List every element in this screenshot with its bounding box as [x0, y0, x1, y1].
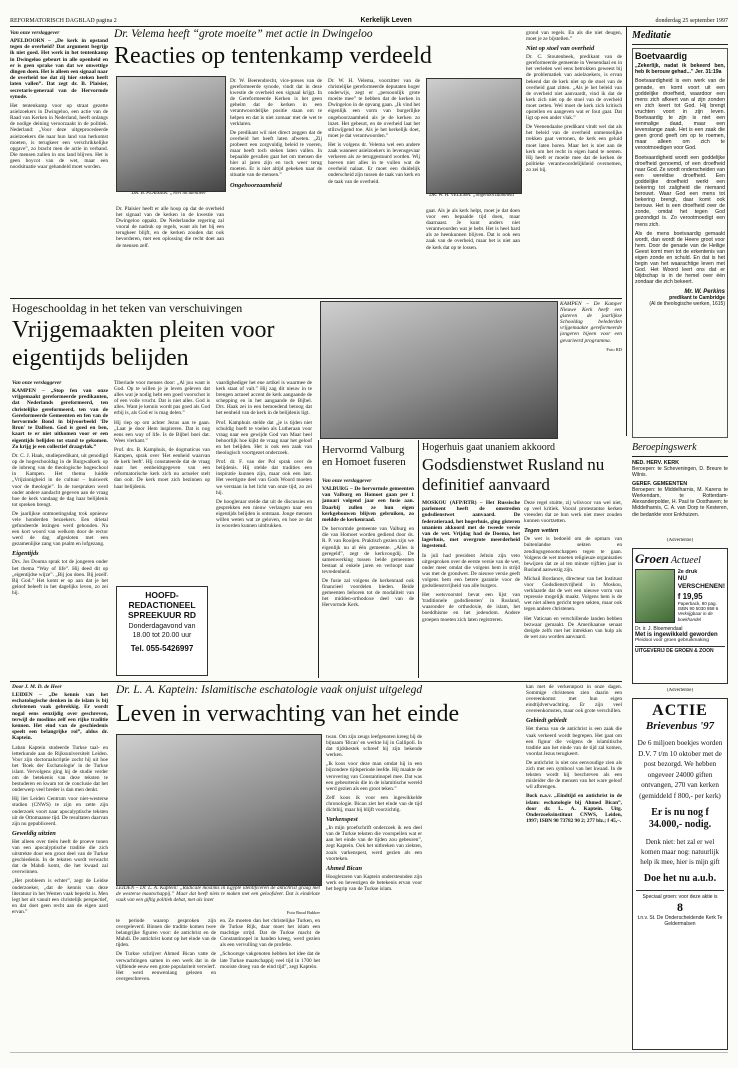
- article5-body2: Hij liet Leiden Centrum voor niet-westerse studien (CNWS) te zijn en zette zijn onderzoek voort naar apocalyptische teksten uit de Ottomaanse tijd. De resultaten daarvan zijn nu gepubliceerd.: [12, 796, 108, 827]
- ad-label-2: (Advertentie): [667, 688, 693, 693]
- header-section: Kerkelijk Leven: [360, 17, 412, 24]
- article5-kicker-top: Dr. L. A. Kaptein: Islamitische eschatologie vaak onjuist uitgelegd: [116, 684, 423, 696]
- ad-groen-actueel: [632, 548, 728, 684]
- article4-kicker-top: Hogerhuis gaat unaniem akkoord: [422, 442, 556, 453]
- ad-actie-brievenbus: [632, 698, 728, 1050]
- article1-subhead1: Ongehoorzaamheid: [230, 181, 282, 189]
- photo-plaisier: [116, 76, 226, 192]
- article5-body1: Laban Kaptein studeerde Turkse taal- en letterkunde aan de Rijksuniversiteit Leiden. Voor zijn doctoraalscriptie zocht hij uit hoe het 'Boek der Eschatologie' in de Turkse islam. Vervolgens ging hij de studie verder om de betekenis van deze teksten te bestuderen en kwam tot de conclusie dat het onderwerp veel breder is dan men denkt.: [12, 744, 108, 794]
- article2-lead: KAMPEN – „Stop fen van onze vrijgemaakt gereformeerde predikanten, dat Nederlands gereformeerd, ten christelijke gereformeerd, ten van de Gereformeerde Gemeenten en fen van de hervormde Bond in bijvoorbeeld 'De Bron' te Dalfsen. God is goed en ben, kaart te er niet uitkomen voor er een eigentijds belijden tot stand te gekomen. Zo krijg je een collectief draagvlak.”: [12, 388, 108, 450]
- photo-kampen-caption-col: [560, 301, 622, 437]
- beroep-entry0-head: NED. HERV. KERK: [632, 460, 680, 466]
- article1-body3: Dr. W. Beerendrecht, vice-preses van de gereformeerde synode, vindt dat in deze kwestie de overheid een signaal krijgt. In de Gereformeerde Kerken is het geen geheim dat de kerken in een verantwoordelijke positie staan om te helpen en dat is niet zomaar met de wet te verklaren.: [230, 78, 322, 127]
- meditatie-author: Mr. W. Perkins: [684, 288, 725, 295]
- article5-kicker: Door J. M. D. de Heer: [12, 684, 62, 690]
- article5-body11: Zelf koos ik voor een ingewikkelde chronologie. Bican ziet het einde van de tijd dichtbij, maar hij blijft voorzichtig.: [326, 794, 422, 814]
- article5-body3: Het alleen over tieën heeft de proeve tonen van een apocalyptische traditie die zich uitstrekte door een groot deel van de Turkse geschiedenis. In de teksten wordt verwacht dat de Mahdi komt, die het kwaad zal overwinnen.: [12, 838, 108, 876]
- article2-subhead1: Eigentijds: [12, 550, 39, 558]
- article2-headline: Vrijgemaakten pleiten voor eigentijds belijden: [12, 317, 275, 371]
- article2-body3: Drs. Jos Douma sprak tot de jongeren onder het thema “Way of life”. Hij deed dit op „eigentijdse wijze”. „Bij jou doen. Bij jezelf. Bij God.” Het komt er op aan dat je het geloof beleeft in het dagelijks leven, zo zei hij.: [12, 559, 108, 596]
- ad1-title: Groen: [635, 551, 669, 566]
- ad1-subtitle: Actueel: [670, 555, 701, 566]
- article2-body1: Dr. C. J. Haak, studiepredikant, uit genodigd op de hogeschooldag in de Burgwalkerk op de inbreng van de theologische hogeschool in Kampen. Het thema luidde „Vrijzinnigheid in de cultuur – huiswerk voor de theologie”. In de toespraken werd onder andere aandacht gegeven aan de vraag hoe de kerk vandaag de dag haar belijdenis tot spreken brengt.: [12, 453, 108, 508]
- photo-velema-caption: DR. W. H. VELEMA: „ongehoorzaamheid”: [429, 193, 517, 198]
- article2-body4: Tiberiade voor menses door: „Al jou want is God. Op te willen je je leven geleven dat alles wat je nodig hebt een goed voorschot is of een volle vrucht. Dat is niet alles. God is alles. Want je kennis wordt pas goed als God erbij is, als God er is mag delen.”: [114, 380, 210, 417]
- article4-headline: Godsdienstwet Rusland nu definitief aanvaard: [422, 455, 605, 494]
- article5-body9: twan. Om zijn zeugs leefgenoten kreeg hij de bijnaam 'Bican' en werkte hij in Gallipoli. In dat tijdsbestek schreef hij zijn bekende werken.: [326, 734, 422, 759]
- ad1-sub: Pleidooi voor groen gebruikmaking: [635, 638, 709, 643]
- meditatie-author-source: (Al de theologische werken, 1615): [649, 300, 725, 307]
- article5-subhead2: Varkenspest: [326, 816, 358, 824]
- article4-body4: De wet is bedoeld om de opmars van buitenlandse sekten en zendingsgenootschappen tegen te gaan. Volgens de wet moeten religieuze organisaties bewijzen dat ze al ten minste vijftien jaar in Rusland aanwezig zijn.: [524, 536, 622, 573]
- article1-body4: De predikant wil niet direct zeggen dat de overheid het heeft laten afweten. „Zij probeert een zorgvuldig beleid te voeren, maar heeft toch steken laten vallen. In bepaalde gevallen gaat het om mensen die hier al jaren zijn en toch weer terug moeten. Er is niet altijd gekeken naar de situatie van de mensen.”: [230, 129, 322, 179]
- article5-body13: Hoogleraren van Kaptein ondersteunden zijn werk en bevestigen de betekenis ervan voor het begrip van de Turkse islam.: [326, 873, 422, 892]
- ad1-book-cover: [635, 569, 675, 623]
- page-bottom-rule: [10, 1052, 728, 1053]
- article1-body7: gaat. Als je als kerk helpt, moet je dat doen voor een bepaalde tijd doen, maar daarnaast. Je kunt anders niet verantwoorden wat je hebt. Het is heel hard als ze heenkunnen blijven. Dat is ook een zaak van de overheid, maar het is niet aan de kerk dat op te lossen.: [426, 208, 520, 251]
- meditatie-box: [632, 48, 728, 438]
- article5-body16: De antichrist is niet ons eenvoudige zien als zich met een symbool van het kwaad. In de teksten wordt hij beschreven als een misleider die de mensen van het ware geloof wil afbrengen.: [526, 759, 622, 791]
- ad2-line4: Doe het nu a.u.b.: [643, 873, 717, 884]
- meditatie-author-note: predikant te Cambridge: [669, 294, 725, 301]
- meditatie-body3: Als de mens boetvaardig gemaakt wordt, dan wordt de Heere groot voor hem. Door de genade van de Heilige Geest komt men tot de erkentenis van eigen zonde en schuld. En dat is het begin van het waarachtige leven met God. Het Woord leert ons dat er blijdschap is in de hemel over één zondaar die zich bekeert.: [635, 230, 725, 286]
- ad1-tagline: Met is ingewikkeld geworden: [635, 632, 718, 638]
- ad2-gift-sub: t.n.v. St. De Onderscheidende Kerk Te Geldermalsen: [637, 915, 723, 927]
- article5-body8: „Schoorsge vakgenoten hebben het idee dat de late Turkse maatschappij veel tijd in 1700 het mooiste droeg van de eind tijd”, zegt Kaptein.: [220, 951, 320, 970]
- article2-kicker: Van onze verslaggever: [12, 380, 62, 386]
- article4-lead: MOSKOU (AFP/RTR) – Het Russische parlement heeft de omstreden godsdienstwet aanvaard. De federatieraad, het hogerhuis, ging gisteren unaniem akkoord met de tweede versie van de wet. Vrijdag had de Doema, het lagerhuis, met overgrote meerderheid ingestemd.: [422, 500, 520, 550]
- article1-kicker-top: Dr. Velema heeft “grote moeite” met actie in Dwingeloo: [114, 28, 373, 40]
- article4-col2: [524, 500, 622, 678]
- beroep-entry0-text: Beroepen: te Scheveningen, D. Breure te Wilnis.: [632, 466, 728, 479]
- article5-col5: [526, 684, 622, 1050]
- ad-label-1: (Advertentie): [667, 538, 693, 543]
- article4-body1: In juli had president Jeltsin zijn veto uitgesproken over de eerste versie van de wet, onder meer omdat die volgens hem in strijd was met de grondwet. De nieuwe versie geeft volgens hem een betere garantie voor de godsdienstvrijheid van alle burgers.: [422, 552, 520, 590]
- article1-body9: Dr. C. Stoutenbeek, predikant van de gereformeerde gemeente in Veenendaal en in het verleden wel eens betrokken geweest bij de problematiek van asielzoekers, is ervan bekend dat de kerk niet op de stoel van de overheid gaat zitten. „Als je het beleid van de overheid niet aanvaardt, vind ik dat de kerk zich niet op de stoel van de overheid moet zetten. Wel moet de kerk zich kritisch opstellen en aangeven wat er fout gaat. Dat ligt op een ander vlak.”: [526, 54, 622, 122]
- redactie-tel: Tel. 055-5426997: [130, 644, 194, 653]
- article5-body14: kan met de verkennpost in onze dagen. Sommige christenen zien daarin een overeenkomst met hun eigen eindtijdverwachting. Er zijn veel overeenkomsten, maar ook grote verschillen.: [526, 684, 622, 715]
- redactie-sub: Donderdagavond van 18.00 tot 20.00 uur: [128, 623, 196, 639]
- article5-subhead4: Gebiedt gebiedt: [526, 717, 567, 725]
- article5-lead: LEIDEN – „De kennis van het eschatologische denken in de islam is bij christenen vaak gebrekkig. Er wordt nogal eens eenzijdig over geschreven, terwijl de moslims zelf een rijke traditie kennen. Het eind van de geschiedenis speelt een belangrijke rol”, aldus dr. Kaptein.: [12, 692, 108, 742]
- article5-body4: „Het probleem is echter”, zegt de Leidse onderzoeker, „dat de kennis van deze literatuur in het Westen vaak beperkt is. Men legt het uit vanuit een christelijk perspectief, en dat doet geen recht aan de eigen aard ervan.”: [12, 878, 108, 915]
- article5-body6: De Turkse schrijver Ahmed Bican vatte de verwachtingen samen in een werk dat in de vijftiende eeuw een grote populariteit verwierf. Het werd eeuwenlang gelezen en overgeschreven.: [116, 951, 216, 982]
- article1-body6: Het is volgens dr. Velema wel een andere zaak wanneer asielzoekers in levensgevaar verkeren als ze teruggestuurd worden. Wij hoeven niet alles in te vullen wat de overheid nalaat. Er moet een duidelijk onderscheid zijn tussen de taak van kerk en de taak van de overheid.: [328, 141, 420, 185]
- article1-kicker: Van onze verslaggever: [10, 30, 60, 36]
- ad2-gift: Speciaal groen: voor deze aktie is: [642, 894, 718, 900]
- meditatie-tab: Meditatie: [632, 30, 728, 45]
- photo-kaptein-caption: LEIDEN – Dr. L. A. Kaptein: „Radicale moslims in Egypte identificeren de antichrist graag met de westerse maatschappij.” Maar dat heeft niets te maken met een geloofsleer. Dat is eindeloze vaak van een giftig politiek debat, met als inzet: [116, 886, 320, 903]
- ad1-format: Paperback, 80 pag. ISBN 90 5030 858 6: [677, 601, 719, 612]
- article3-col: [322, 478, 414, 678]
- beroepingswerk-tab: Beroepingswerk: [632, 442, 728, 457]
- article2-body5: Hij riep op om achter Jezus aan te gaan. „Laat je door Hem inspireren. Dat is nog eens een way of life. Is de Bijbel boei dat. Wees vierkant.”: [114, 419, 210, 444]
- article5-body15: Het thema van de antichrist is een zaak die vaak verkeerd wordt begrepen. Het gaat om een figuur die volgens de islamitische traditie aan het einde van de tijd zal komen, voordat Jezus terugkeert.: [526, 726, 622, 757]
- article2-body10: De hoogleraar stelde dat uit de discussies en gesprekken een nieuw verlangen naar een eigentijds belijden is ontstaan. Jonge mensen willen weten wat ze geloven, en hoe ze dat in woorden kunnen uitdrukken.: [216, 498, 312, 530]
- article4-body2: Het wetsvoorstel bevat een lijst van 'traditionele godsdiensten' in Rusland, waaronder de orthodoxie, de islam, het boeddhisme en het jodendom. Andere groepen moeten zich laten registreren.: [422, 592, 520, 623]
- divider-1: [10, 298, 622, 299]
- photo-kaptein-caption-wrap: [116, 886, 320, 910]
- beroep-entry1-text: Beroepen: te Middelharnis, M. Karens te Werkendam, te Rotterdam-Alexanderpolder, H. Paul te Oosthaven; te Middelharnis, C. A. van Dorp te Kesteren, die bedankte voor Enkhuizen.: [632, 487, 728, 518]
- photo-plaisier-caption: DR. B. PLAISIER: „Niet incidentieel”: [131, 191, 209, 196]
- article1-body2: Dr. Plaisier heeft er alle hoop op dat de overheid het signaal van de kerken in de kwestie van Dwingeloo oppakt. De Nederlandse regering zal vooral de nadruk op regels, want als het bij een terugkeer blijft, en de kerken zouden dat ook bevorderen, met een oplossing die recht doet aan de mensen zelf.: [116, 206, 224, 249]
- article3-lead: VALBURG – De hervormde gemeenten van Valburg en Homoet gaan per 1 januari volgend jaar een fusie aan. Daarbij zullen ze hun eigen kerkgebouwen blijven gebruiken, zo meldde de kerkenraad.: [322, 486, 414, 524]
- article1-col6: [526, 30, 622, 296]
- article1-subhead2: Niet op stoel van overheid: [526, 45, 595, 53]
- article5-body10: „Ik koos voor deze man omdat hij in een bijzondere tijdsperiode leefde. Hij maakte de verovering van Constantinopel mee. Dat was een gebeurtenis die in de islamitische wereld werd gezien als een groot teken.”: [326, 761, 422, 792]
- article3-body2: De fusie zal volgens de kerkenraad ook financieel voordelen bieden. Beide gemeenten behoren tot de modaliteit van het midden-orthodoxe deel van de Hervormde Kerk.: [322, 577, 414, 609]
- article2-body8: Prof. Kamphuis stelde dat „je is tijden niet schuldig hoeft te voelen als Lutheraan voor vraag naar een gewijde God van Maar heel behoorlijk hoe kijkt de vraag naar het geloof en het belijden. Het is ook een zaak van theologisch voortgezet onderzoek.: [216, 419, 312, 457]
- meditatie-body2: Boetvaardigheid wordt een goddelijke droefheid genoemd, of een droefheid naar God. Ze wordt onderscheiden van een wereldse droefheid. Een goddelijke droefheid werkt een bekering tot zaligheid die niemand berouwt. Waar God een mens tot bekering brengt, daar komt ook berouw. Het is een droefheid over de zonde, omdat het tegen God gezondigd is. Zo verootmoedigt een mens zich.: [635, 154, 725, 228]
- article5-body12: „In mijn proefschrift onderzoek ik een deel van de Turkse teksten die voorspellen wat er aan het einde van de tijden zou gebeuren”, zegt Kaptein. Ook het uitbreken van ziekten, zoals varkenspest, werd gezien als een voorteken.: [326, 825, 422, 862]
- article5-subhead3: Ahmed Bican: [326, 864, 363, 872]
- article3-headline: Hervormd Valburg en Homoet fuseren: [322, 444, 406, 468]
- article1-col5: [426, 208, 520, 296]
- article4-subhead1: Tegen wetten: [524, 527, 559, 535]
- meditatie-body1: Boetvaardigheid is een werk van de genade, en komt voort uit een goddelijke droefheid, waardoor een mens zich afkeert van al zijn zonden en zich keert tot God. Hij brengt vruchten voort in zijn leven. Boetvaardig te zijn is niet een eenmalige daad, maar een levenslange zaak. Het is een zaak die geen grond geeft om op te roemen, maar alleen om zich te verootmoedigen voor God.: [635, 78, 725, 152]
- article1-col4: [328, 78, 420, 296]
- article4-body5: Michail Bordanov, directeur van het Instituut voor Godsdienstvrijheid in Moskou, verklaarde dat de wet een nieuwe vorm van repressie mogelijk maakt. Volgens hem is de wet niet alleen gericht tegen sekten, maar ook tegen andere christenen.: [524, 575, 622, 613]
- ad2-line2: Er is nu nog f 34.000,- nodig.: [648, 807, 712, 830]
- article5-body7: en. Ze moeten dan het christelijke Turken, en de Turkse Rijk, daar moet het islam een machtige strijd. Dat de Turkse macht de Constantinopel in handen kreeg, werd gezien als een vervulling van de profetie.: [220, 918, 320, 949]
- article3-kicker: Van onze verslaggever: [322, 478, 372, 484]
- article2-body7: vaardighediger het ene artikel is waarmee de kerk staat of valt.” Hij zag dit nieuw in te brengen actueel accent de kerk aangaande de schepping en in het aangaande de Bijbel. Drs. Haak zei in een bemoedend betoog dat het eenheid van de kerk in de belijdenis ligt.: [216, 380, 312, 417]
- article2-kicker-top: Hogeschooldag in het teken van verschuivingen: [12, 301, 243, 315]
- sidebar-divider: [626, 26, 627, 436]
- ad1-price: f 19,95: [677, 592, 703, 601]
- meditatie-quote: „Zekerlijk, nadat ik bekeerd ben, heb ik berouw gehad...” Jer. 31:19a: [635, 63, 725, 76]
- article2-col3: [216, 380, 312, 678]
- photo-kampen: [320, 301, 558, 439]
- article1-col3: [230, 78, 322, 296]
- ad1-edition: 2e druk: [677, 569, 698, 575]
- ad2-subtitle: Brievenbus '97: [645, 720, 715, 732]
- ad2-gift-num: 8: [677, 900, 683, 914]
- ad2-line3: Denk niet: het zal er wel komen maar nog: natuurlijk help ik mee, hier is mijn gift: [640, 838, 720, 866]
- article4-body6: Het Vaticaan en verschillende landen hebben bezwaar gemaakt. De Amerikaanse senaat dreigde zelfs met het intrekken van hulp als de wet zou worden aanvaard.: [524, 615, 622, 640]
- beroep-entry1-head: GEREF. GEMEENTEN: [632, 481, 688, 488]
- article5-col2: [116, 918, 216, 1050]
- article1-lead: APELDOORN – „De kerk in opstand tegen de overheid? Dat argument begrijp ik niet goed. Het werk in het tentenkamp in Dwingeloo gebeurt in alle openheid en er is geen sprake van dat we onwettige dingen doen. Het is alleen een signaal naar de overheid toe dat zij hier steken heeft laten vallen”. Dat zegt dr. B. Plaisier, secretaris-generaal van de Hervormde synode.: [10, 38, 108, 100]
- photo-velema: [426, 78, 522, 194]
- page-header: [10, 6, 728, 27]
- ad2-title: ACTIE: [652, 702, 708, 719]
- article5-headline: Leven in verwachting van het einde: [116, 701, 460, 727]
- photo-kaptein-credit: Foto Ruud Bakker: [286, 910, 320, 915]
- article3-body1: De hervormde gemeente van Valburg en die van Homoet worden gediend door ds. R. P. van Rooijen. Praktisch gezien zijn we eigenlijk nu al één gemeente. „Alles is geregeld”, zegt de kerkvoogdij. De samenwerking tussen beide gemeenten bestaat al enkele jaren en verloopt naar tevredenheid.: [322, 526, 414, 575]
- article1-col1: [10, 30, 108, 296]
- photo-kaptein: [116, 734, 322, 886]
- ad2-line1: De 6 miljoen boekjes worden D.V. 7 t/m 10 oktober met de post bezorgd. We hebben ongeveer 24000 giften ontvangen, 270 van kerken (gemiddeld f 800,- per kerk): [637, 739, 723, 800]
- ad1-author: Dr. ir. J. Bloemendaal: [635, 626, 683, 632]
- ad1-status: NU VERSCHENEN!: [677, 575, 725, 590]
- divider-3: [418, 440, 419, 678]
- meditatie-title: Boetvaardig: [635, 51, 688, 61]
- article1-body10: De Veenendaalse predikant vindt wel dat als het beleid van de overheid onmenselijke trekken gaat vertonen, de kerk een geluid moet laten horen. Maar het is niet aan de kerk om het recht in eigen hand te nemen. Hij heeft er moeite mee dat de kerken de politieke verantwoordelijkheid overnemen, zo zei hij.: [526, 124, 622, 173]
- article2-body2: De jaarlijkse ontmoetingsdag trok opnieuw vele honderden bezoekers. Een drietal gefundeerde lezingen werd gehouden. Na een kort woord van welkom door de rector werd de dag afgesloten met een gezamenlijke zang van psalm en lofgezang.: [12, 510, 108, 548]
- article1-body5: Dr. W. H. Velema, voorzitter van de christelijke gereformeerde deputaten hoger onderwijs, zegt er „persoonlijk grote moeite mee” te hebben dat de kerken in Dwingeloo in de opvang gaan. „Ik vind het eigenlijk een vorm van burgerlijke ongehoorzaamheid als je de kerken zo inzet. Het gebeurt, en de overheid laat het stilzwijgend toe. Als je het kerkelijk doet, moet je dat verantwoorden.”: [328, 78, 420, 139]
- ad1-availability: Verkrijgbaar in de boekhandel: [677, 611, 713, 622]
- header-left: REFORMATORISCH DAGBLAD pagina 2: [10, 18, 117, 24]
- photo-kampen-credit: Foto RD: [606, 346, 622, 352]
- article1-body8: grond van regels. En als die niet deugen, moet je ze bijstellen.”: [526, 30, 622, 43]
- article4-col1: [422, 500, 520, 678]
- redactie-spreekuur-box: [116, 586, 208, 676]
- beroepingswerk-list: [632, 460, 728, 534]
- article2-col2: [114, 380, 210, 580]
- article5-body5: te periode waarop gesproken zijn overgeleverd. Binnen die traditie komen twee belangrijke figuren voor: de antichrist en de Mahdi. De antichrist komt op het einde van de tijden.: [116, 918, 216, 949]
- article5-col3: [220, 918, 320, 1050]
- article2-col1: [12, 380, 108, 678]
- article1-body1: Het tentenkamp voor op straat gezette asielzoekers in Dwingeloo, een actie van de Raad van Kerken in Nederland, heeft onlangs de nodige deining veroorzaakt in de politiek. Nederland: „Voor deze uitgeprocedeerde asielzoekers die naar hun land van herkomst moeten, is terugkeer een verschrikkelijke opgave”, zo bracht men de actie in verband. Die mensen zullen in ons land blijven. Het is geen boycot van de wet, maar een noodsituatie waar gehandeld moet worden.: [10, 103, 108, 170]
- article2-body6: Prof. drs. B. Kamphuis, de dogmaticus van Kampen, sprak over 'Het eenheid waarvan de kerk leeft'. Hij constateerde dat de vraag naar het eenheidsgegeven van een reformatorische kerk zich nu actueler stelt dan ooit. De kerk moet zich bezinnen op haar belijdenis.: [114, 446, 210, 490]
- article5-subhead1: Geweldig uitzien: [12, 829, 56, 837]
- article5-col1: [12, 684, 108, 1050]
- article1-col2: [116, 206, 224, 296]
- header-date: donderdag 25 september 1997: [655, 18, 728, 24]
- divider-2: [318, 440, 319, 678]
- photo-kampen-caption: KAMPEN – De Kamper Nieuwe Kerk heeft een gisteren de jaarlijkse Schooldag belederden vrijgemaakte gereformeerde jongeren bijeen voor een gevarieerd programma.: [560, 301, 622, 344]
- divider-4: [10, 681, 622, 682]
- ad1-publisher: UITGEVERIJ DE GROEN & ZOON: [635, 646, 725, 654]
- article4-body3: Deze regel stuitte, zij wilsvoor van wel niet, op veel kritiek. Vooral protestantse kerken vreesden dat ze hun werk niet meer zouden kunnen voortzetten.: [524, 500, 622, 525]
- article1-headline: Reacties op tentenkamp verdeeld: [114, 43, 432, 69]
- article2-body9: Prof. dr. F. van der Pol sprak over de belijdenis. Hij stelde dat tradities een inspiratie kunnen zijn, maar ook een last. Het veertigste deel van Gods Woord moeten we verstaan in het licht van onze tijd, zo zei hij.: [216, 459, 312, 496]
- article5-book-note: Bock n.a.v. „Eindtijd en antichrist in de islam: eschatologie bij Ahmed Bican”, door dr. L. A. Kaptein. Uitg. Onderzoeksinstituut CNWS, Leiden, 1997; ISBN 90 73782 90 2; 277 blz.; f 45,–.: [526, 793, 622, 824]
- article5-col4: [326, 734, 422, 1050]
- redactie-title: HOOFD-REDACTIONEEL SPREEKUUR RD: [127, 590, 196, 620]
